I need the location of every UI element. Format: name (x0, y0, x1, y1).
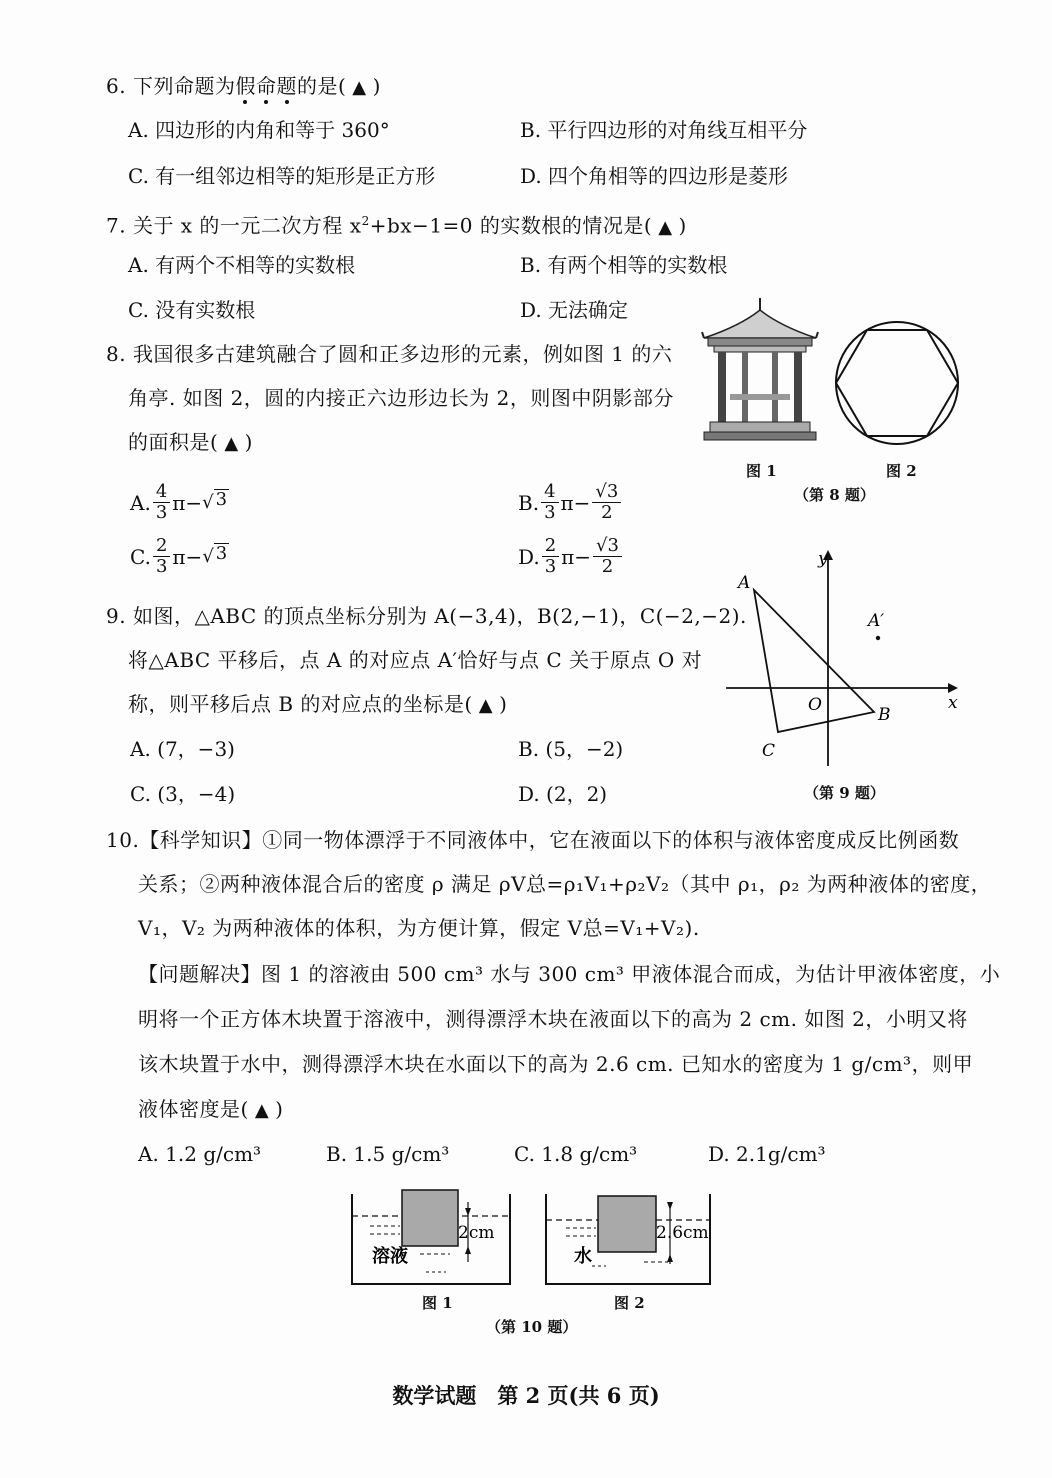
fraction: $\frac{4}{3}$ (541, 482, 558, 523)
x-axis-label: x (948, 693, 958, 713)
q10-line7: 液体密度是( ▲ ) (138, 1095, 283, 1125)
q10-option-a: A. 1.2 g/cm³ (138, 1142, 262, 1166)
q10-line2: 关系；②两种液体混合后的密度 ρ 满足 ρV总=ρ₁V₁+ρ₂V₂（其中 ρ₁，ρ₂ 为两种液体的密度， (138, 872, 992, 896)
fraction: $\frac{√3}{2}$ (592, 482, 621, 523)
q6-option-b: B. 平行四边形的对角线互相平分 (520, 118, 808, 142)
emphasis-dot (243, 100, 247, 104)
q10-figure1-solution (350, 1186, 514, 1288)
q8-stem-line3: 的面积是( ▲ ) (128, 428, 253, 458)
q8-caption: （第 8 题） (794, 486, 875, 504)
q9-caption: （第 9 题） (804, 784, 885, 802)
q6-stem: 6. 下列命题为假命题 的是( ▲ ) (106, 72, 381, 102)
q8-stem-line1: 8. 我国很多古建筑融合了圆和正多边形的元素，例如图 1 的六 (106, 342, 673, 366)
q9-option-a: A. (7，−3) (130, 737, 235, 761)
solution-label: 溶液 (372, 1246, 408, 1267)
q9-stem-line2: 将△ABC 平移后，点 A 的对应点 A′恰好与点 C 关于原点 O 对 (128, 648, 703, 672)
sqrt: √ 3 (202, 488, 228, 513)
q8-option-c: C. $\frac{2}{3}$ π− √ 3 (130, 535, 228, 577)
q10-figure2-water (544, 1186, 716, 1288)
q10-option-b: B. 1.5 g/cm³ (326, 1142, 450, 1166)
fraction: $\frac{2}{3}$ (153, 536, 170, 577)
point-a-prime (876, 636, 880, 640)
q6-option-c: C. 有一组邻边相等的矩形是正方形 (128, 164, 436, 188)
q10-option-c: C. 1.8 g/cm³ (514, 1142, 638, 1166)
q10-line1: 10.【科学知识】①同一物体漂浮于不同液体中，它在液面以下的体积与液体密度成反比例函数 (106, 828, 960, 852)
q7-option-c: C. 没有实数根 (128, 298, 256, 322)
q7-option-b: B. 有两个相等的实数根 (520, 253, 728, 277)
q8-option-a: A. $\frac{4}{3}$ π− √ 3 (130, 481, 228, 523)
vertex-a-label: A (738, 573, 751, 593)
origin-label: O (808, 695, 822, 715)
q10-line5: 明将一个正方体木块置于溶液中，测得漂浮木块在液面以下的高为 2 cm. 如图 2，小明又将 (138, 1007, 968, 1031)
wood-block (598, 1196, 656, 1252)
fraction: $\frac{√3}{2}$ (593, 536, 622, 577)
q8-option-d: D. $\frac{2}{3}$ π− $\frac{√3}{2}$ (518, 536, 624, 577)
q10-line3: V₁，V₂ 为两种液体的体积，为方便计算，假定 V总=V₁+V₂). (138, 916, 700, 940)
q9-option-b: B. (5，−2) (518, 737, 624, 761)
q9-option-c: C. (3，−4) (130, 782, 236, 806)
coordinate-triangle-figure (726, 546, 962, 772)
answer-blank-triangle: ▲ (224, 433, 239, 454)
q8-fig1-caption: 图 1 (746, 462, 777, 480)
wood-block (402, 1190, 458, 1246)
q7-option-a: A. 有两个不相等的实数根 (128, 253, 356, 277)
circle-hexagon-figure (832, 318, 962, 448)
y-axis-label: y (818, 549, 828, 569)
pavilion-illustration (700, 296, 820, 448)
q10-line6: 该木块置于水中，测得漂浮木块在水面以下的高为 2.6 cm. 已知水的密度为 1 g/cm³，则甲 (138, 1052, 974, 1076)
q10-line4: 【问题解决】图 1 的溶液由 500 cm³ 水与 300 cm³ 甲液体混合而成，为估计甲液体密度，小 (138, 962, 1001, 986)
vertex-b-label: B (878, 705, 891, 725)
page-footer: 数学试题 第 2 页(共 6 页) (392, 1383, 660, 1408)
answer-blank-triangle: ▲ (658, 216, 673, 238)
q10-caption: （第 10 题） (486, 1318, 578, 1336)
q8-stem-line2: 角亭. 如图 2，圆的内接正六边形边长为 2，则图中阴影部分 (128, 386, 674, 410)
circle-shape (836, 322, 958, 444)
emphasis-dot (264, 100, 268, 104)
answer-blank-triangle: ▲ (254, 1100, 270, 1121)
q7-option-d: D. 无法确定 (520, 298, 629, 322)
q9-stem-line1: 9. 如图，△ABC 的顶点坐标分别为 A(−3,4)，B(2,−1)，C(−2,−2). (106, 604, 747, 628)
q9-option-d: D. (2，2) (518, 782, 608, 806)
q10-option-d: D. 2.1g/cm³ (708, 1142, 826, 1166)
q6-option-a: A. 四边形的内角和等于 360° (128, 118, 390, 142)
point-a-prime-label: A′ (868, 611, 885, 631)
hexagon-shape (836, 330, 958, 436)
depth-label-2cm: 2cm (458, 1223, 495, 1243)
fraction: $\frac{2}{3}$ (542, 536, 559, 577)
emphasis-dot (285, 100, 289, 104)
depth-label-2.6cm: 2.6cm (656, 1223, 709, 1243)
q9-stem-line3: 称，则平移后点 B 的对应点的坐标是( ▲ ) (128, 690, 507, 720)
answer-blank-triangle: ▲ (478, 695, 494, 716)
water-label: 水 (574, 1246, 592, 1267)
q8-option-b: B. $\frac{4}{3}$ π− $\frac{√3}{2}$ (518, 482, 623, 523)
fraction: $\frac{4}{3}$ (153, 482, 170, 523)
q6-stem-emphasis: 假命题 (235, 74, 297, 98)
vertex-c-label: C (762, 741, 776, 761)
q10-fig1-caption: 图 1 (422, 1294, 453, 1312)
sqrt: √ 3 (202, 542, 228, 567)
q7-stem: 7. 关于 x 的一元二次方程 $x^2+bx-1=0$ 的实数根的情况是( ▲ ) (106, 207, 687, 242)
q6-stem-prefix: 6. 下列命题为 (106, 74, 236, 98)
q6-option-d: D. 四个角相等的四边形是菱形 (520, 164, 789, 188)
answer-blank-triangle: ▲ (352, 77, 367, 98)
q8-fig2-caption: 图 2 (886, 462, 917, 480)
x-axis-arrow (948, 683, 958, 693)
q10-fig2-caption: 图 2 (614, 1294, 645, 1312)
